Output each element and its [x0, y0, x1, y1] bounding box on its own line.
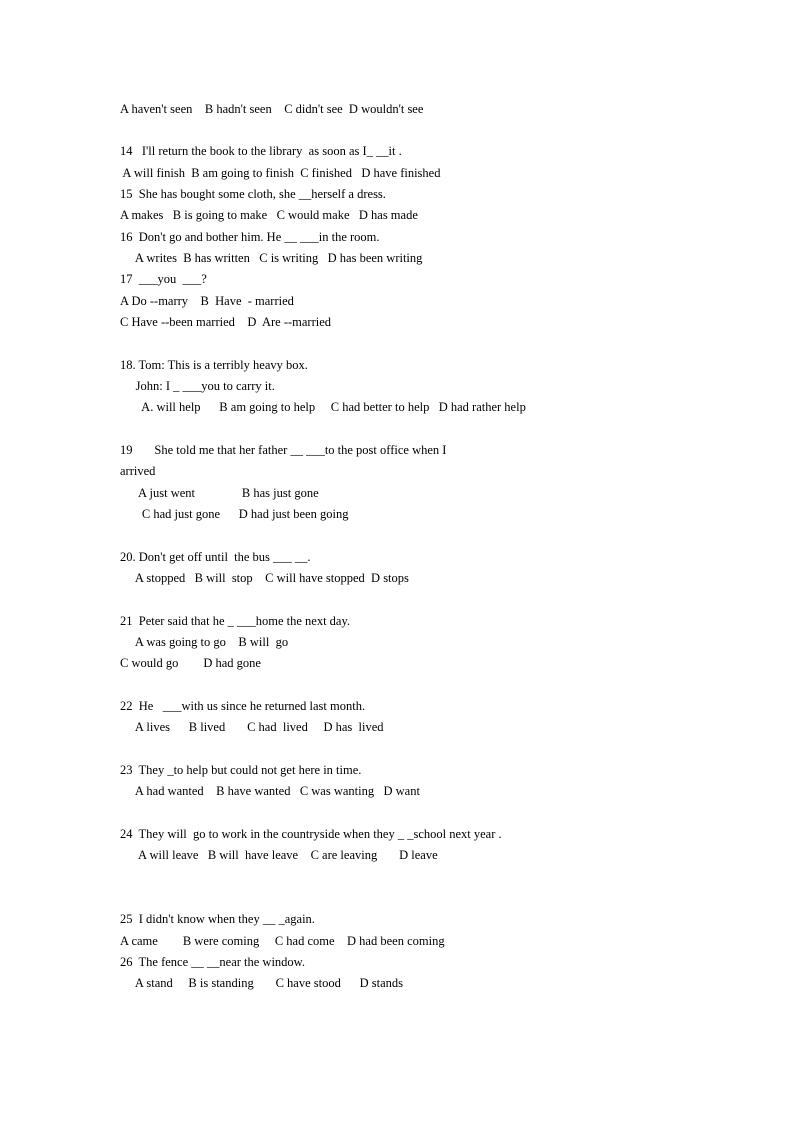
q20-options: A stopped B will stop C will have stopped D stops: [120, 571, 409, 585]
q21-question: 21 Peter said that he _ ___home the next day.: [120, 614, 351, 628]
q21-options-line-1: A was going to go B will go: [120, 635, 289, 649]
q14-question: 14 I'll return the book to the library as soon as I_ __it .: [120, 144, 402, 158]
q24-question: 24 They will go to work in the countryside when they _ _school next year .: [120, 827, 502, 841]
q19-options-line-1: A just went B has just gone: [120, 486, 319, 500]
q19-question-line-1: 19 She told me that her father __ ___to the post office when I: [120, 443, 447, 457]
q25-question: 25 I didn't know when they __ _again.: [120, 912, 315, 926]
q13-options: A haven't seen B hadn't seen C didn't see D wouldn't see: [120, 102, 424, 116]
q18-question-line-2: John: I _ ___you to carry it.: [120, 379, 275, 393]
q18-options: A. will help B am going to help C had better to help D had rather help: [120, 400, 526, 414]
q22-options: A lives B lived C had lived D has lived: [120, 720, 384, 734]
q14-options: A will finish B am going to finish C finished D have finished: [120, 166, 441, 180]
q16-options: A writes B has written C is writing D has been writing: [120, 251, 423, 265]
q23-question: 23 They _to help but could not get here in time.: [120, 763, 362, 777]
q21-options-line-2: C would go D had gone: [120, 656, 261, 670]
q17-options-line-1: A Do --marry B Have - married: [120, 294, 294, 308]
q18-question-line-1: 18. Tom: This is a terribly heavy box.: [120, 358, 308, 372]
q22-question: 22 He ___with us since he returned last month.: [120, 699, 366, 713]
q16-question: 16 Don't go and bother him. He __ ___in the room.: [120, 230, 380, 244]
q26-options: A stand B is standing C have stood D stands: [120, 976, 403, 990]
q17-question: 17 ___you ___?: [120, 272, 207, 286]
q20-question: 20. Don't get off until the bus ___ __.: [120, 550, 311, 564]
q19-question-line-2: arrived: [120, 464, 156, 478]
q15-options: A makes B is going to make C would make D has made: [120, 208, 418, 222]
q19-options-line-2: C had just gone D had just been going: [120, 507, 349, 521]
q24-options: A will leave B will have leave C are leaving D leave: [120, 848, 438, 862]
q15-question: 15 She has bought some cloth, she __herself a dress.: [120, 187, 386, 201]
q23-options: A had wanted B have wanted C was wanting D want: [120, 784, 420, 798]
q17-options-line-2: C Have --been married D Are --married: [120, 315, 332, 329]
q26-question: 26 The fence __ __near the window.: [120, 955, 306, 969]
q25-options: A came B were coming C had come D had been coming: [120, 934, 445, 948]
